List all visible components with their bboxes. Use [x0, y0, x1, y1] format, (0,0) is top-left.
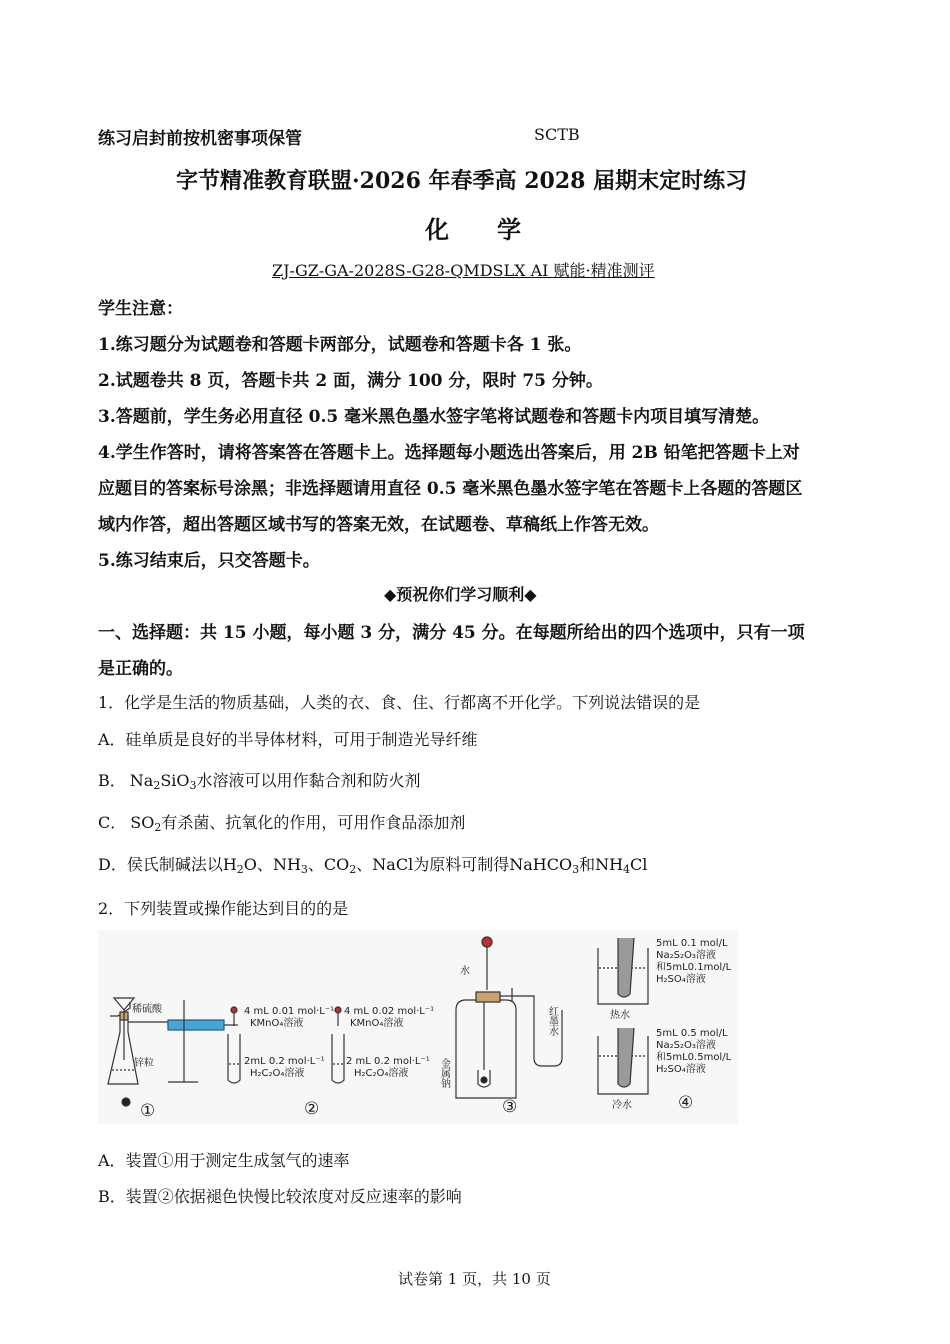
label-metal-sodium: 金属钠	[438, 1058, 450, 1088]
exam-title: 字节精准教育联盟·2026 年春季高 2028 届期末定时练习	[176, 168, 748, 194]
label-bot-2: Na₂S₂O₃溶液	[656, 1040, 716, 1051]
label-oxalic-right-sol: H₂C₂O₄溶液	[354, 1068, 409, 1079]
exam-subtitle: ZJ-GZ-GA-2028S-G28-QMDSLX AI 赋能·精准测评	[272, 261, 655, 280]
label-oxalic-right: 2 mL 0.2 mol·L⁻¹	[346, 1056, 430, 1067]
syringe	[168, 1020, 224, 1030]
page-footer: 试卷第 1 页，共 10 页	[398, 1270, 551, 1288]
dropper-bulb-left	[231, 1007, 237, 1013]
dropper-bulb	[482, 937, 492, 947]
label-oxalic-left-sol: H₂C₂O₄溶液	[250, 1068, 305, 1079]
label-top-3: 和5mL0.1mol/L	[656, 962, 732, 973]
notice-item-4: 4.学生作答时，请将答案答在答题卡上。选择题每小题选出答案后，用 2B 铅笔把答题卡上对	[98, 443, 800, 463]
q2-stem: 2．下列装置或操作能达到目的的是	[98, 899, 349, 918]
label-bot-4: H₂SO₄溶液	[656, 1064, 706, 1075]
label-bot-1: 5mL 0.5 mol/L	[656, 1028, 728, 1039]
label-kmno4-left: 4 mL 0.01 mol·L⁻¹	[244, 1006, 335, 1017]
notice-heading: 学生注意：	[98, 299, 183, 319]
bottle-stopper	[476, 992, 500, 1002]
label-app2-number: ②	[304, 1099, 320, 1119]
q1-option-a: A．硅单质是良好的半导体材料，可用于制造光导纤维	[98, 730, 478, 749]
sodium-piece	[481, 1077, 487, 1083]
label-app1-number: ①	[140, 1101, 156, 1121]
notice-item-2: 2.试题卷共 8 页，答题卡共 2 面，满分 100 分，限时 75 分钟。	[98, 371, 603, 391]
label-bot-3: 和5mL0.5mol/L	[656, 1052, 732, 1063]
label-water: 水	[460, 966, 470, 977]
q2-apparatus-figure	[98, 930, 738, 1124]
formula-nahco3: NaHCO$_3$	[509, 855, 580, 876]
stir-bar	[122, 1098, 130, 1106]
formula-na2sio3: $Na_2SiO_3$	[129, 771, 197, 792]
formula-nacl: NaCl	[372, 855, 414, 874]
label-kmno4-right-sol: KMnO₄溶液	[350, 1018, 404, 1029]
formula-nh4cl: $NH_4Cl$	[595, 855, 648, 876]
q2-option-b: B．装置②依据褪色快慢比较浓度对反应速率的影响	[98, 1187, 462, 1206]
label-kmno4-right: 4 mL 0.02 mol·L⁻¹	[344, 1006, 435, 1017]
confidential-note: 练习启封前按机密事项保管	[98, 129, 302, 149]
label-top-2: Na₂S₂O₃溶液	[656, 950, 716, 961]
label-oxalic-left: 2mL 0.2 mol·L⁻¹	[244, 1056, 325, 1067]
label-dilute-acid: 稀硫酸	[132, 1004, 162, 1015]
dropper-bulb-right	[335, 1007, 341, 1013]
formula-co2: $CO_2$	[323, 855, 357, 876]
formula-so2: $SO_2$	[130, 813, 162, 834]
label-top-1: 5mL 0.1 mol/L	[656, 938, 728, 949]
q2-option-a: A．装置①用于测定生成氢气的速率	[98, 1151, 350, 1170]
notice-item-5: 5.练习结束后，只交答题卡。	[98, 551, 320, 571]
notice-item-3: 3.答题前，学生务必用直径 0.5 毫米黑色墨水签字笔将试题卷和答题卡内项目填写清楚。	[98, 407, 770, 427]
label-kmno4-left-sol: KMnO₄溶液	[250, 1018, 304, 1029]
formula-nh3: $NH_3$	[272, 855, 308, 876]
section-heading: 一、选择题：共 15 小题，每小题 3 分，满分 45 分。在每题所给出的四个选项中，只有一项	[98, 623, 805, 643]
label-red-ink: 红墨水	[546, 1006, 558, 1036]
label-cold-water: 冷水	[612, 1100, 632, 1111]
label-top-4: H₂SO₄溶液	[656, 974, 706, 985]
paper-code: SCTB	[534, 125, 580, 144]
notice-item-4-end: 域内作答，超出答题区域书写的答案无效，在试题卷、草稿纸上作答无效。	[98, 515, 659, 535]
label-app3-number: ③	[502, 1097, 518, 1117]
apparatus-svg	[98, 930, 738, 1124]
notice-item-4-cont: 应题目的答案标号涂黑；非选择题请用直径 0.5 毫米黑色墨水签字笔在答题卡上各题的答题区	[98, 479, 803, 499]
section-heading-cont: 是正确的。	[98, 659, 183, 679]
wish-line: ◆预祝你们学习顺利◆	[384, 585, 537, 604]
label-zinc: 锌粒	[134, 1058, 154, 1069]
q1-option-b: B． $Na_2SiO_3$水溶液可以用作黏合剂和防火剂	[98, 771, 421, 792]
notice-item-1: 1.练习题分为试题卷和答题卡两部分，试题卷和答题卡各 1 张。	[98, 335, 582, 355]
label-app4-number: ④	[678, 1093, 694, 1113]
q1-option-d: D．侯氏制碱法以$H_2O$、$NH_3$、$CO_2$、NaCl为原料可制得NaHCO$_3$和$NH_4Cl$	[98, 855, 648, 876]
formula-h2o: $H_2O$	[222, 855, 257, 876]
q1-option-c: C． $SO_2$有杀菌、抗氧化的作用，可用作食品添加剂	[98, 813, 466, 834]
subject-title: 化 学	[425, 215, 521, 244]
label-hot-water: 热水	[610, 1010, 630, 1021]
q1-stem: 1．化学是生活的物质基础，人类的衣、食、住、行都离不开化学。下列说法错误的是	[98, 693, 701, 712]
